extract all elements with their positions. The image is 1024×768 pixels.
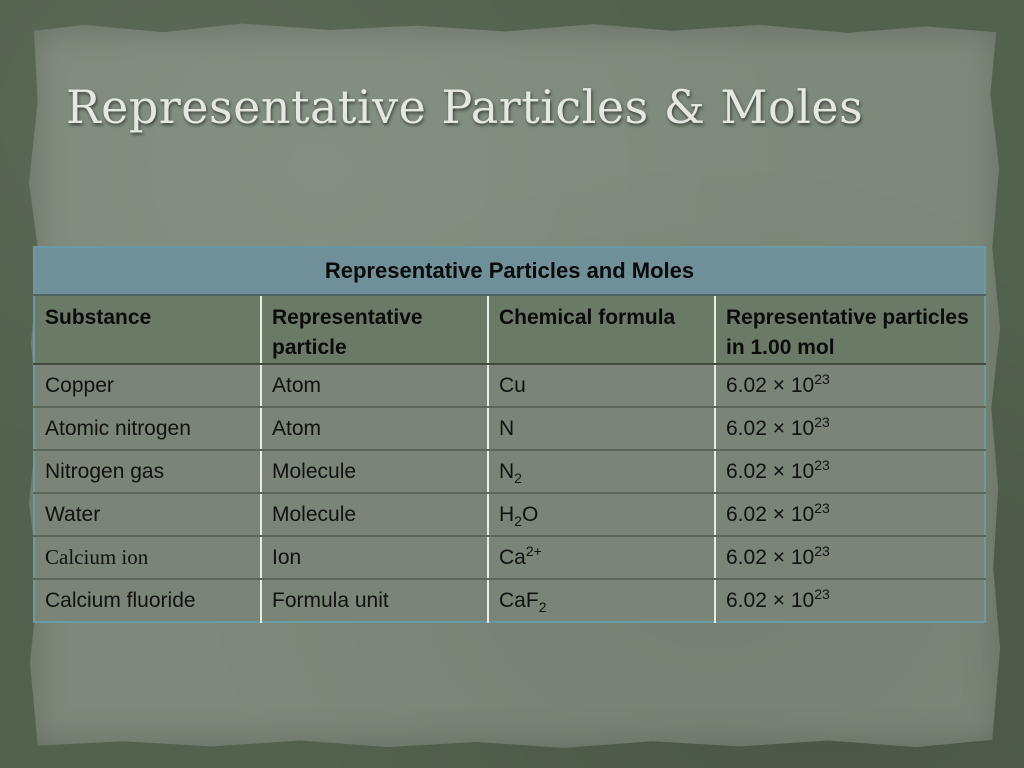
slide-title: Representative Particles & Moles — [66, 80, 864, 134]
table-row — [34, 493, 985, 536]
table-caption: Representative Particles and Moles — [34, 247, 985, 295]
formula-base: CaF — [499, 588, 539, 612]
substance-cell — [34, 536, 261, 579]
formula-subscript: 2 — [538, 598, 547, 615]
count-base: 10 — [790, 588, 815, 612]
count-mantissa: 6.02 — [726, 373, 767, 397]
count-mantissa: 6.02 — [726, 459, 767, 483]
count-cell — [715, 579, 985, 622]
formula-base: H — [499, 502, 515, 526]
formula-cell — [488, 493, 715, 536]
substance-cell: Nitrogen gas — [34, 450, 261, 493]
count-cell — [715, 407, 985, 450]
count-exponent: 23 — [814, 456, 830, 473]
count-base: 10 — [790, 502, 815, 526]
count-base: 10 — [790, 416, 815, 440]
count-exponent: 23 — [814, 499, 830, 516]
table-row — [34, 536, 985, 579]
count-base: 10 — [790, 459, 815, 483]
count-base: 10 — [790, 373, 815, 397]
formula-cell — [488, 407, 715, 450]
table-row — [34, 450, 985, 493]
count-mantissa: 6.02 — [726, 416, 767, 440]
header-chemical-formula: Chemical formula — [488, 295, 715, 364]
header-particles-per-mol: Representative particles in 1.00 mol — [715, 295, 985, 364]
substance-text: Calcium ion — [45, 545, 149, 569]
formula-charge: 2+ — [525, 542, 542, 559]
count-mantissa: 6.02 — [726, 502, 767, 526]
count-cell — [715, 450, 985, 493]
formula-base: N — [499, 416, 515, 440]
particle-cell: Atom — [261, 407, 488, 450]
count-base: 10 — [790, 545, 815, 569]
table-caption-row — [34, 247, 985, 295]
times-sign: × — [772, 588, 785, 612]
times-sign: × — [772, 545, 785, 569]
substance-cell: Atomic nitrogen — [34, 407, 261, 450]
particle-cell: Molecule — [261, 450, 488, 493]
count-cell — [715, 536, 985, 579]
formula-cell — [488, 450, 715, 493]
table-row — [34, 407, 985, 450]
formula-cell — [488, 536, 715, 579]
count-mantissa: 6.02 — [726, 545, 767, 569]
substance-cell: Water — [34, 493, 261, 536]
header-substance: Substance — [34, 295, 261, 364]
formula-base: N — [499, 459, 515, 483]
header-row — [34, 295, 985, 364]
formula-cell — [488, 579, 715, 622]
substance-cell: Calcium fluoride — [34, 579, 261, 622]
particle-cell: Formula unit — [261, 579, 488, 622]
formula-base: Ca — [499, 545, 526, 569]
formula-base: Cu — [499, 373, 526, 397]
particle-cell: Atom — [261, 364, 488, 407]
count-cell — [715, 493, 985, 536]
times-sign: × — [772, 373, 785, 397]
table-row — [34, 579, 985, 622]
particle-cell: Ion — [261, 536, 488, 579]
count-mantissa: 6.02 — [726, 588, 767, 612]
count-exponent: 23 — [814, 370, 830, 387]
count-cell — [715, 364, 985, 407]
substance-cell: Copper — [34, 364, 261, 407]
header-representative-particle: Representative particle — [261, 295, 488, 364]
table-row — [34, 364, 985, 407]
formula-suffix: O — [521, 502, 539, 526]
times-sign: × — [772, 459, 785, 483]
times-sign: × — [772, 416, 785, 440]
formula-subscript: 2 — [514, 512, 522, 529]
formula-subscript: 2 — [514, 469, 522, 486]
times-sign: × — [772, 502, 785, 526]
formula-cell — [488, 364, 715, 407]
count-exponent: 23 — [814, 585, 830, 602]
moles-table — [33, 246, 986, 623]
count-exponent: 23 — [814, 542, 830, 559]
particle-cell: Molecule — [261, 493, 488, 536]
count-exponent: 23 — [814, 413, 830, 430]
